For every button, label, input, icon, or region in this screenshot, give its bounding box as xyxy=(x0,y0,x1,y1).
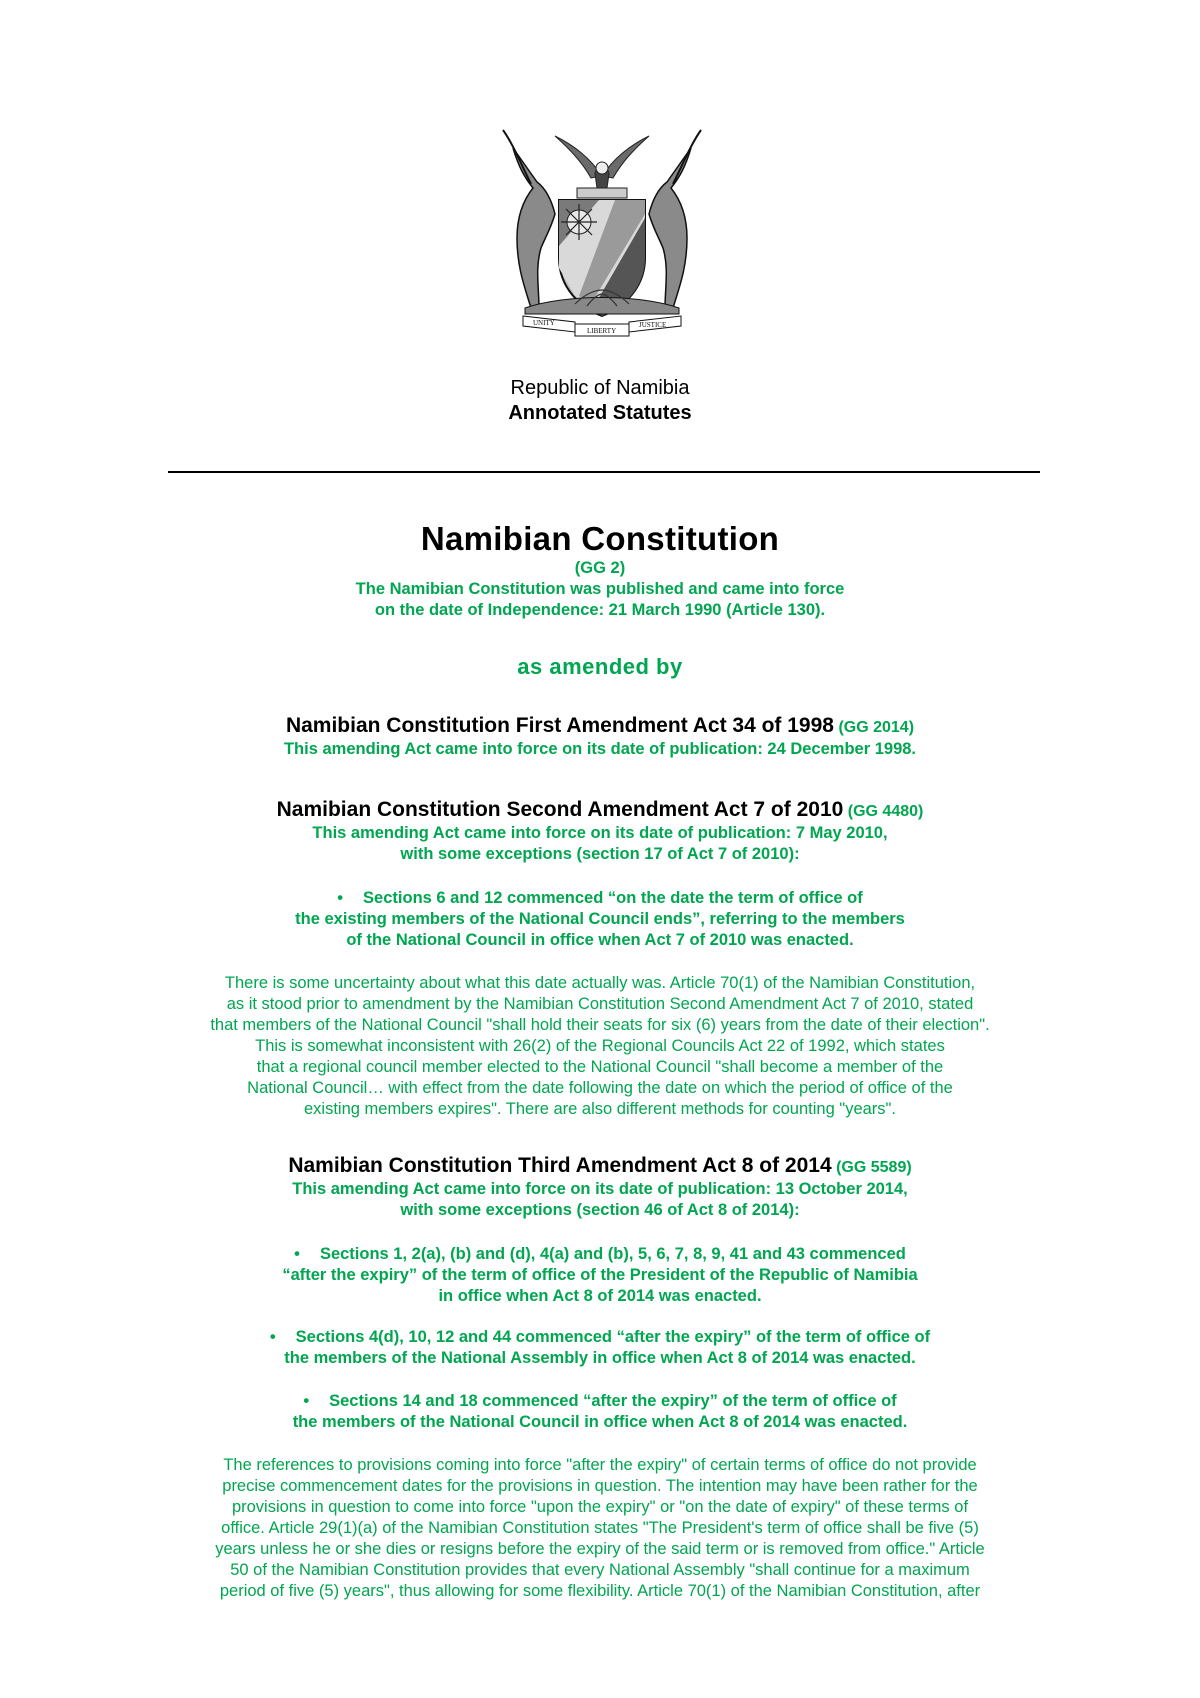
note-line: that members of the National Council "shall hold their seats for six (6) years from the date of their election". xyxy=(210,1016,990,1034)
svg-text:UNITY: UNITY xyxy=(533,319,555,327)
amendment-heading xyxy=(0,712,1200,739)
amendment-heading xyxy=(0,796,1200,823)
note-line: that a regional council member elected to the National Council "shall become a member of the xyxy=(256,1058,944,1076)
exception-line: the members of the National Assembly in office when Act 8 of 2014 was enacted. xyxy=(284,1349,916,1367)
editorial-note xyxy=(0,1455,1200,1602)
exception-line: Sections 6 and 12 commenced “on the date the term of office of xyxy=(363,889,863,907)
bullet-icon: • xyxy=(269,1328,276,1346)
bullet-icon: • xyxy=(303,1392,310,1410)
exception-item xyxy=(0,1327,1200,1369)
amendment-line: with some exceptions (section 17 of Act 7 of 2010): xyxy=(400,845,800,863)
exception-line: “after the expiry” of the term of office of the President of the Republic of Namibia xyxy=(282,1266,918,1284)
editorial-note xyxy=(0,973,1200,1120)
note-line: 50 of the Namibian Constitution provides that every National Assembly "shall continue for a maximum xyxy=(230,1561,970,1579)
exception-line: the members of the National Council in office when Act 8 of 2014 was enacted. xyxy=(292,1413,908,1431)
exception-item xyxy=(0,1244,1200,1307)
amendment-line: with some exceptions (section 46 of Act 8 of 2014): xyxy=(400,1201,800,1219)
amendment-gazette: (GG 4480) xyxy=(847,803,924,820)
note-line: years unless he or she dies or resigns before the expiry of the said term or is removed from office." Article xyxy=(215,1540,985,1558)
series-name: Annotated Statutes xyxy=(508,402,692,424)
note-line: precise commencement dates for the provisions in question. The intention may have been rather for the xyxy=(222,1477,978,1495)
exception-line: of the National Council in office when Act 7 of 2010 was enacted. xyxy=(346,931,854,949)
coat-of-arms-image xyxy=(495,118,709,344)
note-line: The references to provisions coming into force "after the expiry" of certain terms of office do not provide xyxy=(223,1456,977,1474)
document-title: Namibian Constitution xyxy=(420,520,780,557)
bullet-icon: • xyxy=(294,1245,300,1263)
exception-item xyxy=(0,888,1200,951)
exception-line: in office when Act 8 of 2014 was enacted. xyxy=(438,1287,762,1305)
amendment-gazette: (GG 5589) xyxy=(836,1159,912,1176)
note-line: existing members expires". There are also different methods for counting "years". xyxy=(304,1100,896,1118)
note-line: as it stood prior to amendment by the Namibian Constitution Second Amendment Act 7 of 2010, stated xyxy=(226,995,974,1013)
statute-header xyxy=(0,376,1200,426)
amendment-first xyxy=(0,712,1200,760)
note-line: There is some uncertainty about what this date actually was. Article 70(1) of the Namibian Constitution, xyxy=(224,974,976,992)
exception-line: Sections 14 and 18 commenced “after the expiry” of the term of office of xyxy=(329,1392,897,1410)
amendment-gazette: (GG 2014) xyxy=(838,719,915,736)
amended-by-label: as amended by xyxy=(517,654,683,679)
header-divider xyxy=(168,471,1040,473)
amendment-second xyxy=(0,796,1200,865)
amendment-title: Namibian Constitution Third Amendment Act 8 of 2014 xyxy=(288,1154,832,1177)
exception-item xyxy=(0,1391,1200,1433)
exception-line: the existing members of the National Council ends”, referring to the members xyxy=(295,910,905,928)
note-line: office. Article 29(1)(a) of the Namibian Constitution states "The President's term of office shall be five (5) xyxy=(221,1519,979,1537)
document-gazette: (GG 2) xyxy=(574,559,626,577)
amendment-line: This amending Act came into force on its date of publication: 7 May 2010, xyxy=(312,824,888,842)
exception-line: Sections 1, 2(a), (b) and (d), 4(a) and (b), 5, 6, 7, 8, 9, 41 and 43 commenced xyxy=(319,1245,906,1263)
bullet-icon: • xyxy=(337,889,344,907)
exception-line: Sections 4(d), 10, 12 and 44 commenced “after the expiry” of the term of office of xyxy=(295,1328,931,1346)
country-name: Republic of Namibia xyxy=(510,377,690,399)
amendment-line: This amending Act came into force on its date of publication: 13 October 2014, xyxy=(292,1180,908,1198)
note-line: National Council… with effect from the date following the date on which the period of office of the xyxy=(247,1079,953,1097)
intro-line: The Namibian Constitution was published and came into force xyxy=(355,580,845,598)
document-intro xyxy=(0,558,1200,621)
note-line: provisions in question to come into force "upon the expiry" or "on the date of expiry" of these terms of xyxy=(231,1498,969,1516)
amendment-heading xyxy=(0,1152,1200,1179)
amendment-third xyxy=(0,1152,1200,1221)
svg-text:LIBERTY: LIBERTY xyxy=(587,327,617,335)
intro-line: on the date of Independence: 21 March 1990 (Article 130). xyxy=(374,601,826,619)
svg-text:JUSTICE: JUSTICE xyxy=(639,321,667,329)
amendment-title: Namibian Constitution First Amendment Act 34 of 1998 xyxy=(285,714,834,737)
amendment-title: Namibian Constitution Second Amendment Act 7 of 2010 xyxy=(276,798,844,821)
note-line: This is somewhat inconsistent with 26(2) of the Regional Councils Act 22 of 1992, which states xyxy=(255,1037,945,1055)
amendment-line: This amending Act came into force on its date of publication: 24 December 1998. xyxy=(283,740,917,758)
note-line: period of five (5) years", thus allowing for some flexibility. Article 70(1) of the Namibian Constitution, after xyxy=(219,1582,981,1600)
